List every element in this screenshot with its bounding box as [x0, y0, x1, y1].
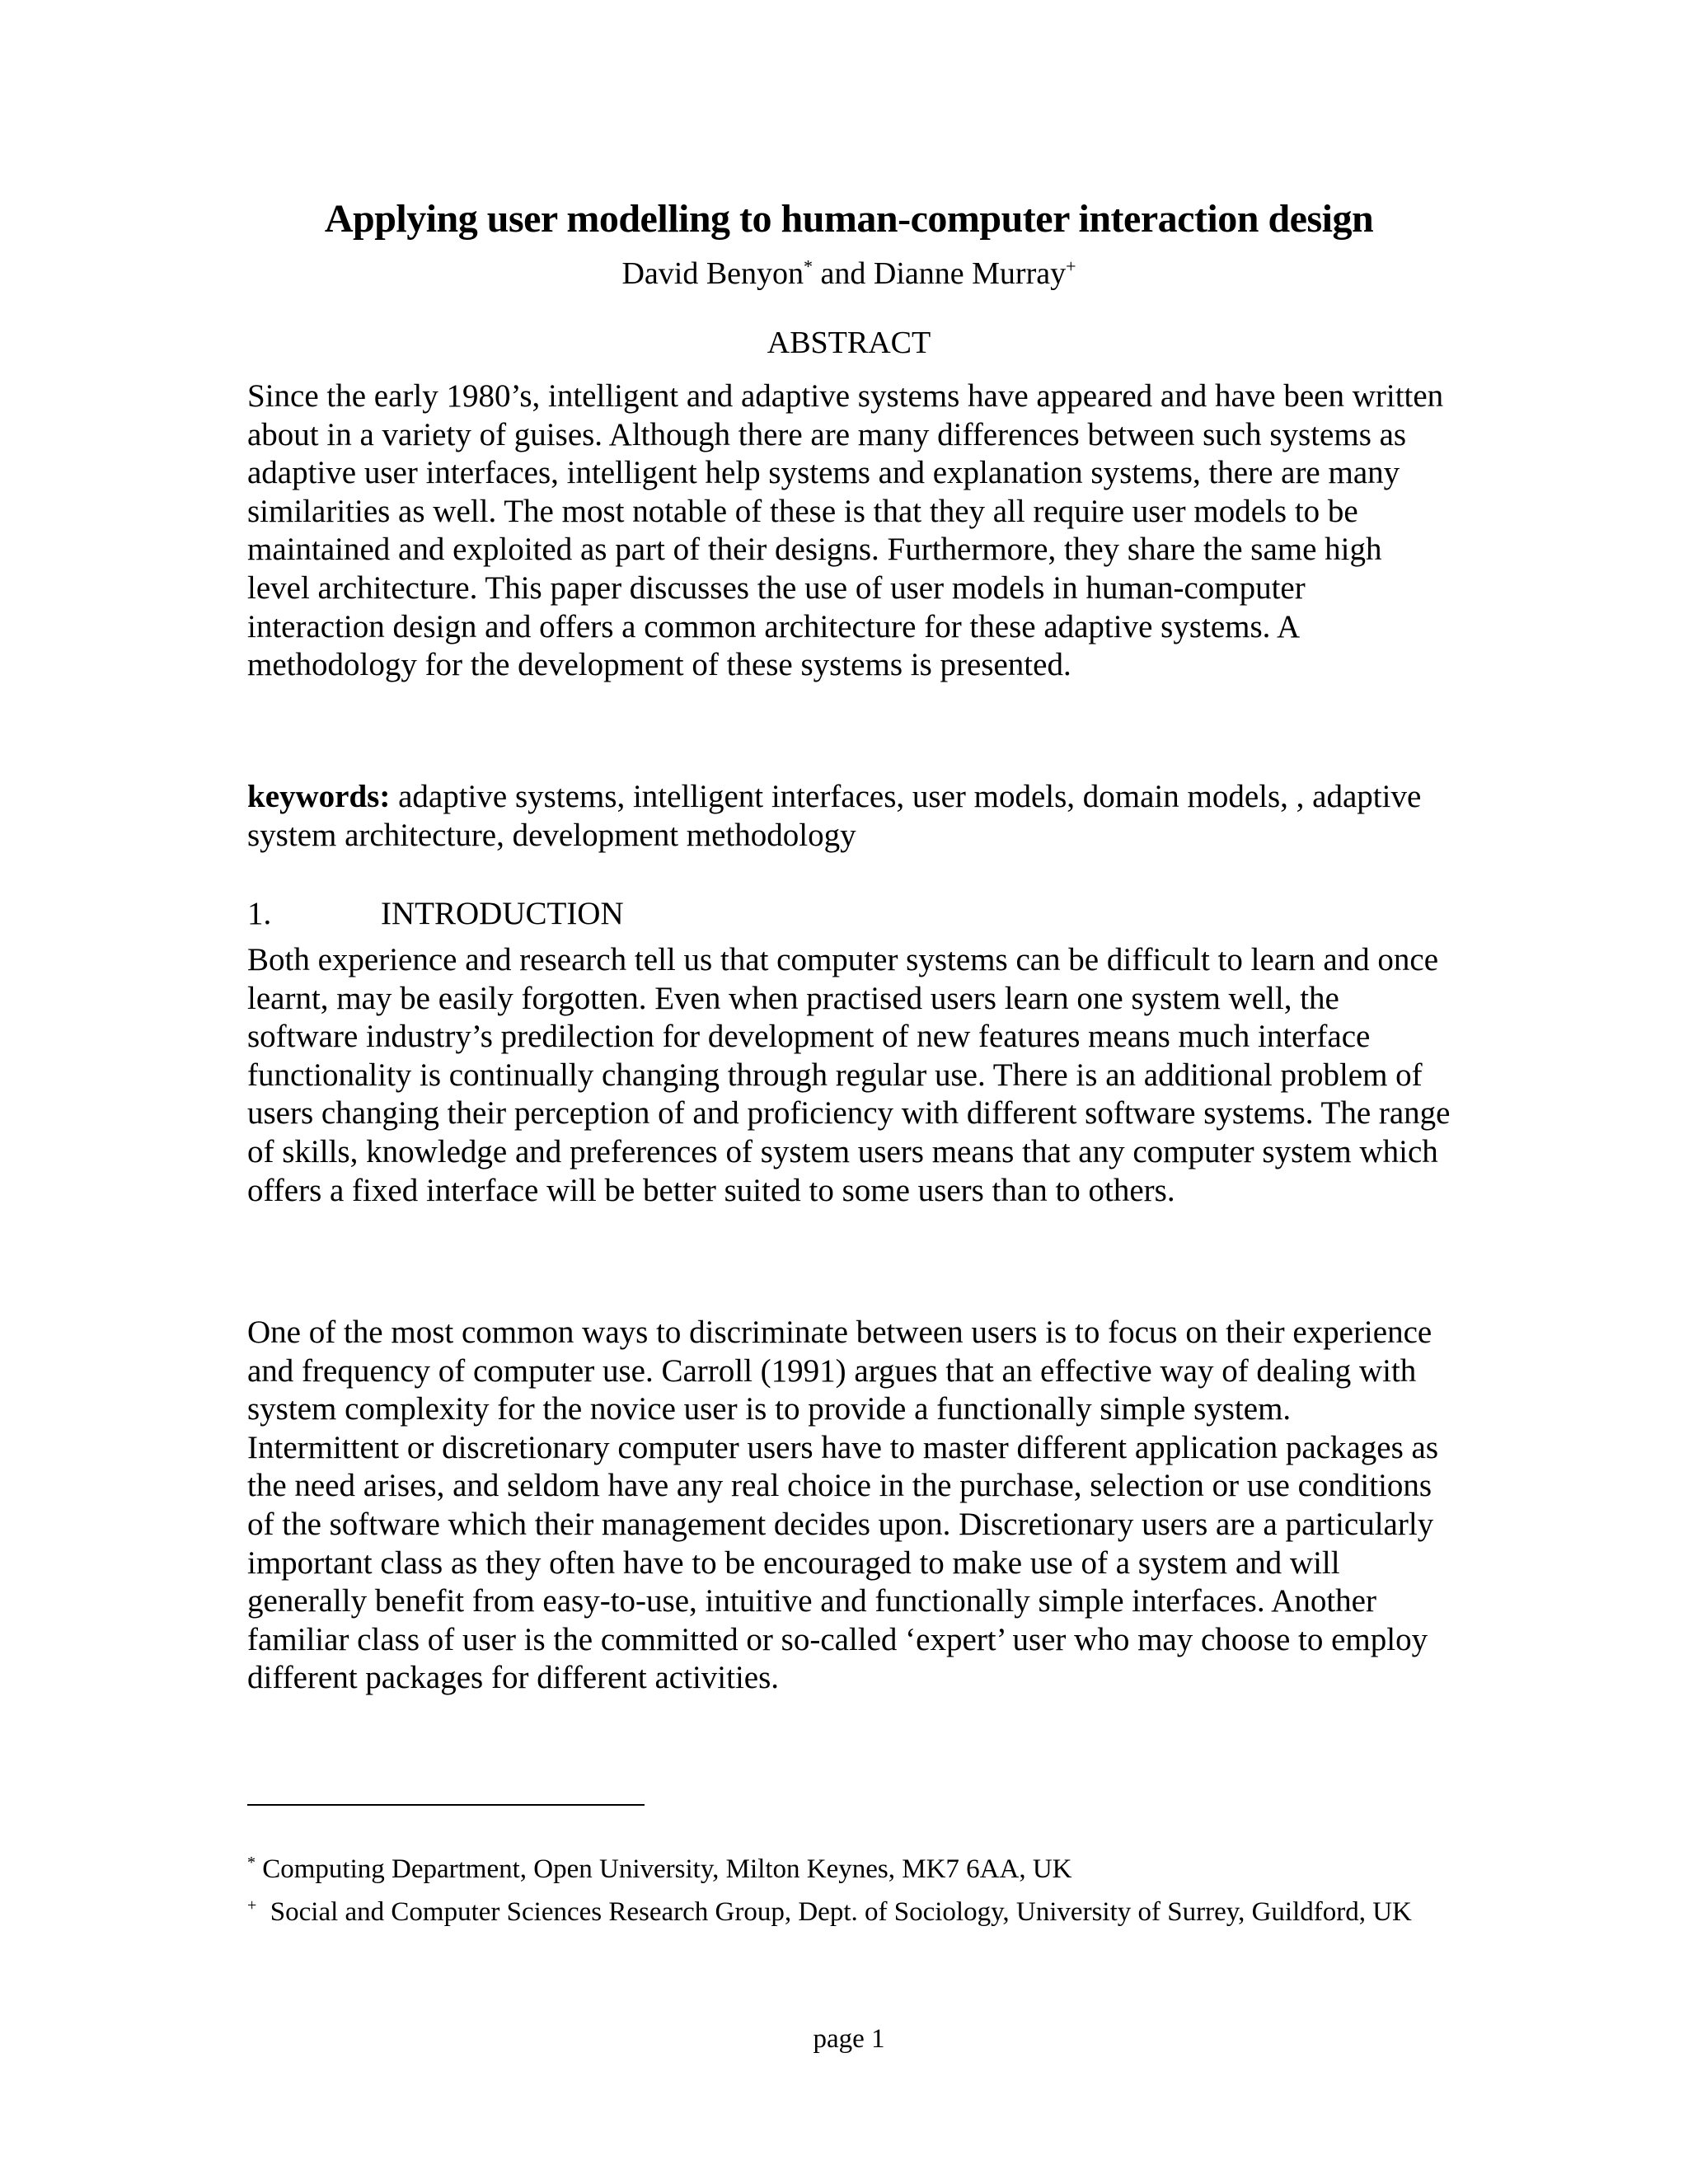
section-heading-introduction: [247, 893, 624, 935]
page-number: page 1: [813, 2024, 885, 2054]
intro-paragraph-2: One of the most common ways to discriminate between users is to focus on their experience and frequency of computer use. Carroll (1991) argues that an effective way of dealing with system complexity for the novice user is to provide a functionally simple system. Intermittent or discretionary computer users have to master different application packages as the need arises, and seldom have any real choice in the purchase, selection or use conditions of the software which their management decides upon. Discretionary users are a particularly important class as they often have to be encouraged to make use of a system and will generally benefit from easy-to-use, intuitive and functionally simple interfaces. Another familiar class of user is the committed or so-called ‘expert’ user who may choose to employ different packages for different activities.: [247, 1315, 1438, 1696]
footnote-2-text: Social and Computer Sciences Research Group, Dept. of Sociology, University of Surrey, Guildford, UK: [256, 1897, 1412, 1927]
keywords-text: adaptive systems, intelligent interfaces, user models, domain models, , adaptive system architecture, development methodology: [247, 779, 1422, 853]
author-1-footnote-marker: *: [804, 255, 814, 277]
section-number: 1.: [247, 896, 272, 931]
footnote-2-marker: +: [247, 1896, 257, 1915]
footnote-1-marker: *: [247, 1854, 256, 1872]
paper-title: Applying user modelling to human-computer interaction design: [324, 197, 1374, 241]
author-2: Dianne Murray: [873, 256, 1067, 291]
footnote-divider: [247, 1804, 645, 1806]
author-line: [247, 252, 1451, 295]
author-conjunction: and: [813, 256, 874, 291]
author-2-footnote-marker: +: [1066, 255, 1076, 277]
section-title: INTRODUCTION: [381, 896, 624, 931]
abstract-body: Since the early 1980’s, intelligent and adaptive systems have appeared and have been written about in a variety of guises. Although there are many differences between such systems as adaptive user interfaces, intelligent help systems and explanation systems, there are many similarities as well. The most notable of these is that they all require user models to be maintained and exploited as part of their designs. Furthermore, they share the same high level architecture. This paper discusses the use of user models in human-computer interaction design and offers a common architecture for these adaptive systems. A methodology for the development of these systems is presented.: [247, 378, 1444, 683]
author-1: David Benyon: [621, 256, 804, 291]
footnote-1-text: Computing Department, Open University, Milton Keynes, MK7 6AA, UK: [256, 1854, 1072, 1884]
paper-page: [247, 0, 1451, 2184]
footnote-2: [247, 1896, 1451, 1929]
intro-paragraph-1: Both experience and research tell us that computer systems can be difficult to learn and once learnt, may be easily forgotten. Even when practised users learn one system well, the software industry’s predilection for development of new features means much interface functionality is continually changing through regular use. There is an additional problem of users changing their perception of and proficiency with different software systems. The range of skills, knowledge and preferences of system users means that any computer system which offers a fixed interface will be better suited to some users than to others.: [247, 942, 1451, 1208]
keywords-paragraph: [247, 778, 1451, 855]
abstract-heading: ABSTRACT: [767, 326, 931, 360]
keywords-label: keywords:: [247, 779, 391, 814]
footnote-1: [247, 1853, 1451, 1886]
